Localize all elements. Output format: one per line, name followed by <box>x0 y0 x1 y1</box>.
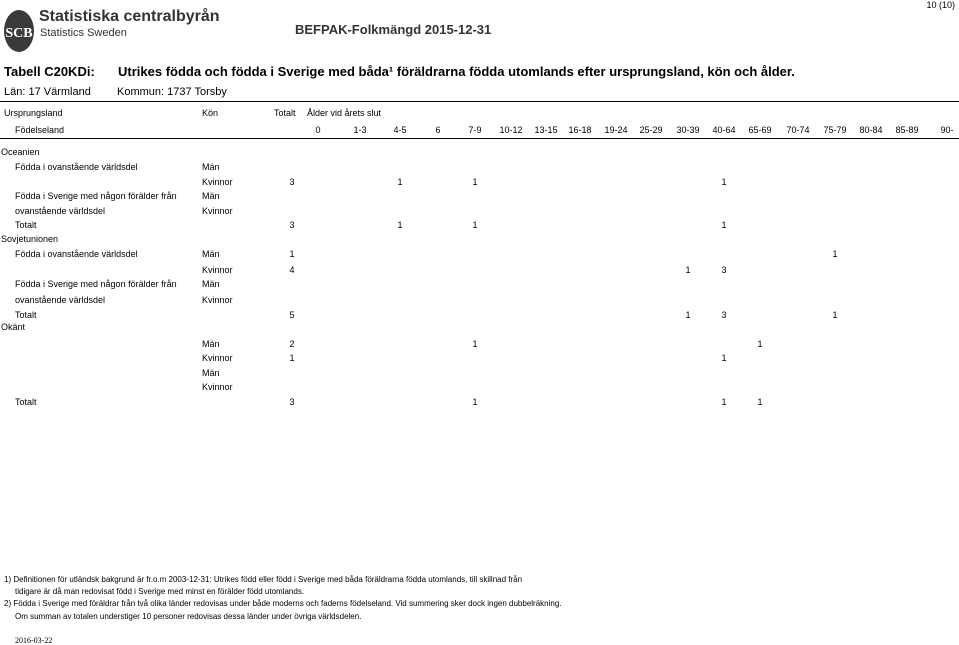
row-total: 3 <box>289 220 295 230</box>
report-title: BEFPAK-Folkmängd 2015-12-31 <box>295 22 492 37</box>
row-total: 3 <box>289 397 295 407</box>
row-total: 1 <box>289 249 295 259</box>
logo-emblem-text: SCB <box>5 26 33 41</box>
row-label: Födda i Sverige med någon förälder från <box>15 191 177 201</box>
footnote-1: 1) Definitionen för utländsk bakgrund är fr.o.m 2003-12-31: Utrikes född eller född i Sverige med båda föräldrarna födda utomlands, till skillnad från <box>4 575 523 584</box>
age-header-1-3: 1-3 <box>353 125 367 135</box>
age-header-10-12: 10-12 <box>499 125 523 135</box>
sex-label: Män <box>202 339 220 349</box>
header-alder: Ålder vid årets slut <box>307 108 382 118</box>
age-header-25-29: 25-29 <box>639 125 663 135</box>
row-label: Födda i Sverige med någon förälder från <box>15 279 177 289</box>
age-header-90-: 90- <box>940 125 954 135</box>
row-label: ovanstående världsdel <box>15 206 106 216</box>
sex-label: Kvinnor <box>202 206 233 216</box>
row-total: 2 <box>289 339 295 349</box>
cell-value-7-9: 1 <box>472 177 478 187</box>
age-header-85-89: 85-89 <box>895 125 919 135</box>
sex-label: Män <box>202 191 220 201</box>
sex-label: Män <box>202 368 220 378</box>
county-label: Län: 17 Värmland <box>4 86 91 98</box>
cell-value-75-79: 1 <box>832 310 838 320</box>
sex-label: Kvinnor <box>202 177 233 187</box>
total-label: Totalt <box>15 310 37 320</box>
sex-label: Kvinnor <box>202 382 233 392</box>
row-total: 1 <box>289 353 295 363</box>
row-label: Födda i ovanstående världsdel <box>15 249 138 259</box>
cell-value-75-79: 1 <box>832 249 838 259</box>
age-header-30-39: 30-39 <box>676 125 700 135</box>
cell-value-65-69: 1 <box>757 339 763 349</box>
age-header-0: 0 <box>315 125 321 135</box>
age-header-4-5: 4-5 <box>393 125 407 135</box>
cell-value-30-39: 1 <box>685 310 691 320</box>
age-header-19-24: 19-24 <box>604 125 628 135</box>
header-bottom-rule <box>0 138 959 139</box>
age-header-80-84: 80-84 <box>859 125 883 135</box>
cell-value-40-64: 1 <box>721 177 727 187</box>
age-header-16-18: 16-18 <box>568 125 592 135</box>
age-header-65-69: 65-69 <box>748 125 772 135</box>
region-label: Oceanien <box>1 147 40 157</box>
logo-name-en: Statistics Sweden <box>40 27 127 39</box>
cell-value-4-5: 1 <box>397 177 403 187</box>
cell-value-40-64: 3 <box>721 265 727 275</box>
header-totalt: Totalt <box>274 108 296 118</box>
region-label: Sovjetunionen <box>1 234 59 244</box>
cell-value-30-39: 1 <box>685 265 691 275</box>
cell-value-40-64: 1 <box>721 220 727 230</box>
age-header-6: 6 <box>435 125 441 135</box>
sex-label: Män <box>202 162 220 172</box>
print-date: 2016-03-22 <box>15 636 53 645</box>
table-id: Tabell C20KDi: <box>4 64 95 79</box>
age-header-75-79: 75-79 <box>823 125 847 135</box>
municipality-label: Kommun: 1737 Torsby <box>117 86 227 98</box>
age-header-70-74: 70-74 <box>786 125 810 135</box>
cell-value-40-64: 3 <box>721 310 727 320</box>
age-header-13-15: 13-15 <box>534 125 558 135</box>
cell-value-40-64: 1 <box>721 397 727 407</box>
row-total: 5 <box>289 310 295 320</box>
age-header-7-9: 7-9 <box>468 125 482 135</box>
cell-value-4-5: 1 <box>397 220 403 230</box>
sex-label: Kvinnor <box>202 295 233 305</box>
logo-name: Statistiska centralbyrån <box>39 8 220 25</box>
footnote-2-cont: Om summan av totalen understiger 10 personer redovisas dessa länder under övriga världsdelen. <box>15 612 362 621</box>
cell-value-7-9: 1 <box>472 220 478 230</box>
age-header-40-64: 40-64 <box>712 125 736 135</box>
footnote-1-cont: tidigare är då man redovisat född i Sverige med minst en förälder född utomlands. <box>15 587 305 596</box>
row-label: ovanstående världsdel <box>15 295 106 305</box>
header-ursprungsland: Ursprungsland <box>4 108 63 118</box>
cell-value-65-69: 1 <box>757 397 763 407</box>
footnote-2: 2) Födda i Sverige med föräldrar från två olika länder redovisas under både moderns och faderns födelseland. Vid summering sker dock ingen dubbelräkning. <box>4 599 562 608</box>
sex-label: Kvinnor <box>202 353 233 363</box>
sex-label: Män <box>202 249 220 259</box>
cell-value-40-64: 1 <box>721 353 727 363</box>
cell-value-7-9: 1 <box>472 397 478 407</box>
sex-label: Kvinnor <box>202 265 233 275</box>
total-label: Totalt <box>15 220 37 230</box>
header-kon: Kön <box>202 108 219 118</box>
region-label: Okänt <box>1 322 26 332</box>
row-label: Födda i ovanstående världsdel <box>15 162 138 172</box>
page-number: 10 (10) <box>926 0 955 10</box>
sex-label: Män <box>202 279 220 289</box>
cell-value-7-9: 1 <box>472 339 478 349</box>
table-title: Utrikes födda och födda i Sverige med båda¹ föräldrarna födda utomlands efter ursprungsland, kön och ålder. <box>118 64 795 79</box>
header-top-rule <box>0 101 959 102</box>
row-total: 4 <box>289 265 295 275</box>
header-fodelseland: Födelseland <box>15 125 65 135</box>
row-total: 3 <box>289 177 295 187</box>
total-label: Totalt <box>15 397 37 407</box>
